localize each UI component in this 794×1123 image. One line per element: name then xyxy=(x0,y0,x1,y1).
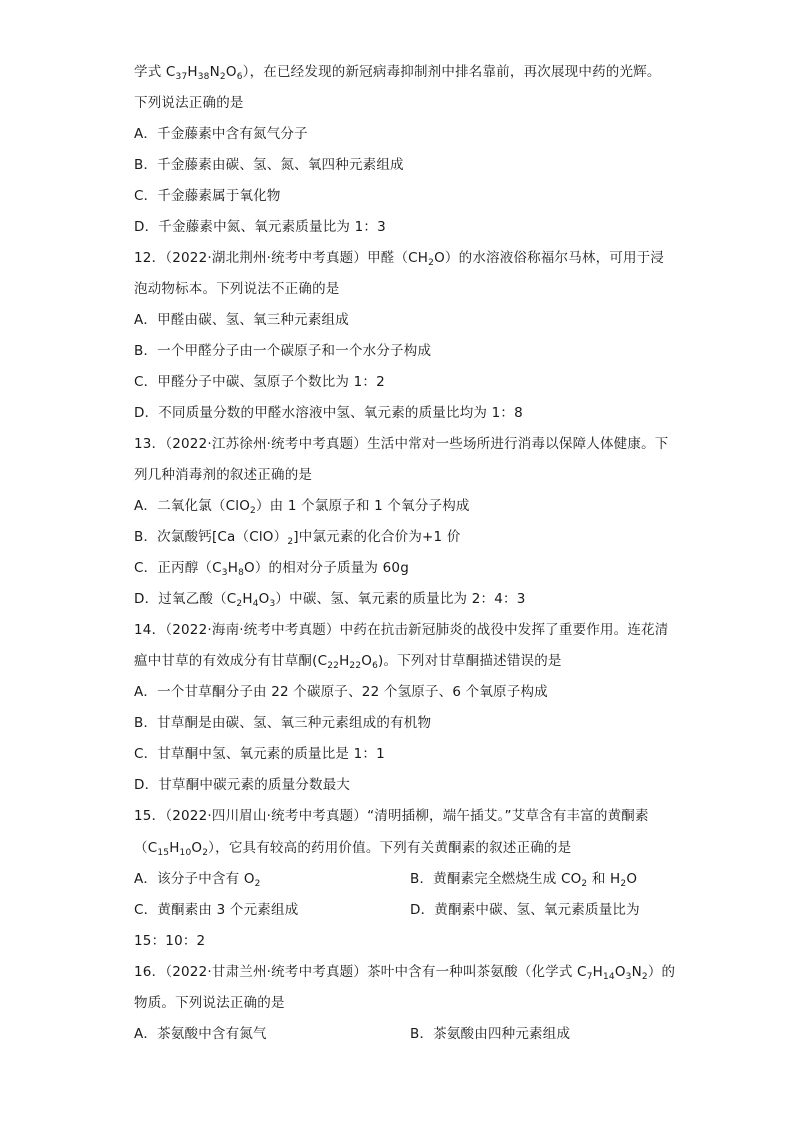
text-line: 物质。下列说法正确的是 xyxy=(134,995,285,1011)
option-row xyxy=(134,1024,734,1044)
option-d: D．甘草酮中碳元素的质量分数最大 xyxy=(134,777,351,793)
option-b: B．黄酮素完全燃烧生成 $CO_2$ 和 $H_2O$ xyxy=(410,871,638,889)
option-c: C．正丙醇$(C_3H_8O)$的相对分子质量为 60g xyxy=(134,560,409,578)
text-line: 列几种消毒剂的叙述正确的是 xyxy=(134,467,313,483)
option-b: B．千金藤素由碳、氢、氮、氧四种元素组成 xyxy=(134,157,404,173)
option-d: D．不同质量分数的甲醛水溶液中氢、氧元素的质量比均为 1：8 xyxy=(134,405,523,421)
question-15: 15．（2022·四川眉山·统考中考真题）“清明插柳，端午插艾。”艾草含有丰富的黄酮素 xyxy=(134,808,649,824)
text-line: 泡动物标本。下列说法不正确的是 xyxy=(134,281,340,297)
option-a: A．该分子中含有 $O_2$ xyxy=(134,871,261,889)
option-b: B．甘草酮是由碳、氢、氧三种元素组成的有机物 xyxy=(134,715,432,731)
option-a: A．千金藤素中含有氮气分子 xyxy=(134,126,308,142)
option-b: B．次氯酸钙$[Ca(ClO)_2]$中氯元素的化合价为+1 价 xyxy=(134,529,461,547)
option-a: A．甲醛由碳、氢、氧三种元素组成 xyxy=(134,312,349,328)
option-a: A．一个甘草酮分子由 22 个碳原子、22 个氢原子、6 个氧原子构成 xyxy=(134,684,548,700)
option-b: B．茶氨酸由四种元素组成 xyxy=(410,1026,571,1042)
option-c: C．甘草酮中氢、氧元素的质量比是 1：1 xyxy=(134,746,385,762)
option-row xyxy=(134,869,734,889)
option-d: D．千金藤素中氮、氧元素质量比为 1：3 xyxy=(134,219,386,235)
question-14: 14．（2022·海南·统考中考真题）中药在抗击新冠肺炎的战役中发挥了重要作用。连花清 xyxy=(134,622,669,638)
question-12: 12．（2022·湖北荆州·统考中考真题）甲醛$(CH_2O)$的水溶液俗称福尔马林，可用于浸 xyxy=(134,250,665,268)
option-c: C．黄酮素由 3 个元素组成 xyxy=(134,902,299,918)
text-line: 15：10：2 xyxy=(134,933,206,949)
option-a: A．二氧化氯（ClO$_2$）由 1 个氯原子和 1 个氧分子构成 xyxy=(134,498,470,516)
text-line: 学式 $C_{37}H_{38}N_2O_6$），在已经发现的新冠病毒抑制剂中排名靠前，再次展现中药的光辉。 xyxy=(134,64,661,82)
question-13: 13．（2022·江苏徐州·统考中考真题）生活中常对一些场所进行消毒以保障人体健康。下 xyxy=(134,436,669,452)
option-d: D．过氧乙酸$(C_2H_4O_3)$中碳、氢、氧元素的质量比为 2：4：3 xyxy=(134,591,526,609)
text-line: $(C_{15}H_{10}O_2)$，它具有较高的药用价值。下列有关黄酮素的叙述正确的是 xyxy=(134,840,572,858)
option-b: B．一个甲醛分子由一个碳原子和一个水分子构成 xyxy=(134,343,432,359)
option-row xyxy=(134,900,734,920)
option-c: C．千金藤素属于氧化物 xyxy=(134,188,281,204)
option-c: C．甲醛分子中碳、氢原子个数比为 1：2 xyxy=(134,374,385,390)
question-16: 16．（2022·甘肃兰州·统考中考真题）茶叶中含有一种叫茶氨酸（化学式 $C_7H_{14}O_3N_2$）的 xyxy=(134,964,676,982)
option-d: D．黄酮素中碳、氢、氧元素质量比为 xyxy=(410,902,640,918)
text-line: 瘟中甘草的有效成分有甘草酮$(C_{22}H_{22}O_6)$。下列对甘草酮描述错误的是 xyxy=(134,653,562,671)
option-a: A．茶氨酸中含有氮气 xyxy=(134,1026,267,1042)
text-line: 下列说法正确的是 xyxy=(134,95,244,111)
